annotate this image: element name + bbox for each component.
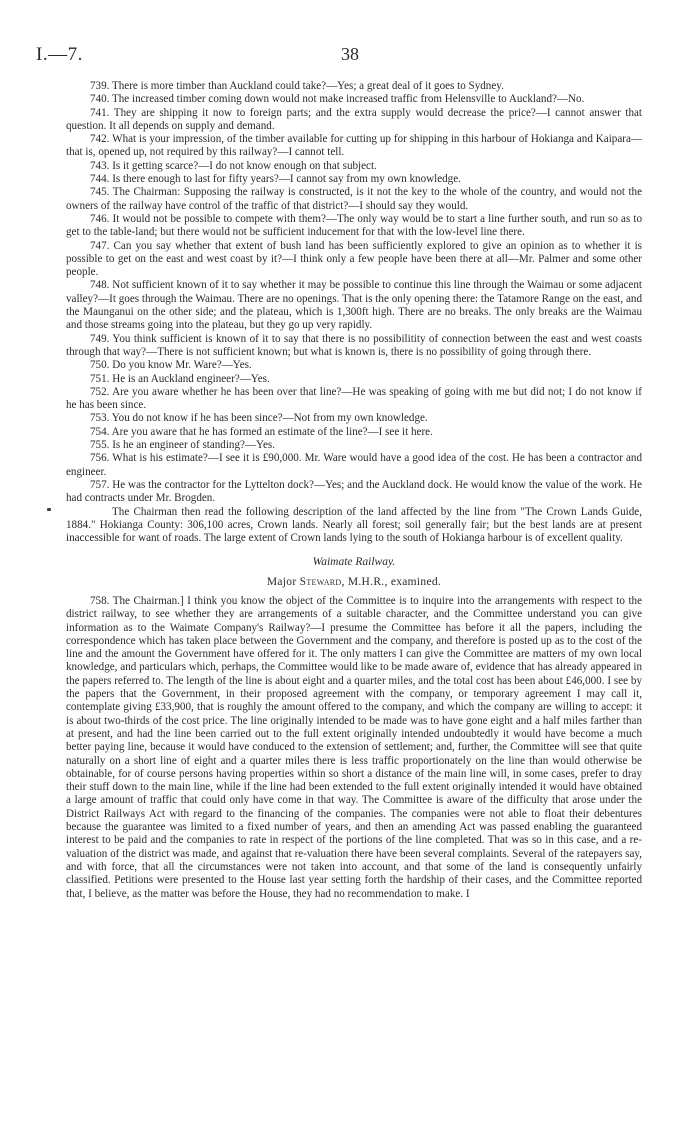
paragraph-744: 744. Is there enough to last for fifty years?—I cannot say from my own knowledge. [90,173,461,186]
page-number: 38 [341,44,359,64]
evidence-after [66,595,642,901]
paragraph-753: 753. You do not know if he has been since?—Not from my own knowledge. [90,412,428,425]
paragraph-743: 743. Is it getting scarce?—I do not know enough on that subject. [90,159,377,172]
paragraph-758: 758. The Chairman.] I think you know the object of the Committee is to inquire into the arrangements with respect to the district railway, to see whether they are arrangements of a suitable character, and the Committee understand you can give information as to the Waimate Company's Railway?—I presume the Committee has before it all the papers, including the correspondence which has taken place between the Government and the company, and therefore is posted up as to the cost of the line and the amount the Government have offered for it. The only matters I can give the Committee are matters of my own local knowledge, and particulars which, perhaps, the Committee would like to be made aware of, evidence that has already appeared in the papers referred to. The length of the line is about eight and a quarter miles, and the total cost has been about £46,000. I see by the papers that the Government, in their proposed agreement with the company, or temporary agreement I may call it, contemplate giving £33,900, that is roughly the amount offered to the company, and which the company are willing to accept: it is about two-thirds of the cost price. The line originally intended to be made was to have gone eight and a half miles farther than at present, and had the line been carried out to the full extent originally intended undoubtedly it would have become a much better paying line, because it would have conduced to the extension of settlement; and, further, the Committee will see that quite naturally on a short line of eight and a quarter miles there is less traffic proportionately on the line than would otherwise be obtainable, for of course persons having properties within so short a distance of the main line will, in some cases, prefer to dray their stuff down to the main line, while if the line had been extended to the full extent originally intended it would have obtained a large amount of traffic that could only have come in that way. The Committee is aware of the difficulty that arose under the District Railways Act with regard to the financing of the companies. The companies were not able to float their debentures because the guarantee was limited to a fixed number of years, and then an amending Act was passed enabling the guaranteed interest to be paid and the companies to rate in respect of the portions of the line completed. That was so in this case, and a re-valuation of the district was made, and against that re-valuation there have been several complaints. Several of the ratepayers say, and with force, that all the circumstances were not taken into account, and that some of the land is consequently unfairly classified. Petitions were presented to the House last year setting forth the hardship of their cases, and the Committee reported that, I believe, as the matter was before the House, they had no recommendation to make. I [66,594,642,900]
chairman-reading: The Chairman then read the following description of the land affected by the line from "The Crown Lands Guide, 1884." Hokianga County: 306,100 acres, Crown lands. Nearly all forest; soil generally fair; but the best lands are at present inaccessible for want of roads. The large extent of Crown lands lying to the south of Hokianga harbour is of excellent quality. [66,505,642,545]
document-reference: I.—7. [36,44,83,65]
paragraph-741: 741. They are shipping it now to foreign parts; and the extra supply would decrease the price?—I cannot answer that question. It all depends on supply and demand. [66,106,642,132]
paragraph-750: 750. Do you know Mr. Ware?—Yes. [90,359,252,372]
paragraph-739: 739. There is more timber than Auckland could take?—Yes; a great deal of it goes to Sydney. [90,80,504,92]
paragraph-745: 745. The Chairman: Supposing the railway is constructed, is it not the key to the whole of the country, and would not the owners of the railway have control of the traffic of that district?—I should say they would. [66,186,642,212]
paragraph-752: 752. Are you aware whether he has been over that line?—He was speaking of going with me but did not; I do not know if he has been since. [66,385,642,412]
page-body [66,80,642,901]
witness-rank: Major [266,575,297,588]
paragraph-751: 751. He is an Auckland engineer?—Yes. [90,372,270,385]
paragraph-747: 747. Can you say whether that extent of bush land has been sufficiently explored to give an opinion as to whether it is possible to get on the east and west coast by it?—I think only a few people have been there at all—Mr. Palmer and some other people. [66,239,642,279]
evidence-before [66,80,642,506]
witness-line [66,576,642,589]
paragraph-756: 756. What is his estimate?—I see it is £90,000. Mr. Ware would have a good idea of the cost. He has been a contractor and engineer. [66,452,642,478]
paragraph-755: 755. Is he an engineer of standing?—Yes. [90,439,275,452]
section-title: Waimate Railway. [312,556,396,569]
paragraph-742: 742. What is your impression, of the timber available for cutting up for shipping in this harbour of Hokianga and Kaipara—that is, opened up, not required by this railway?—I cannot tell. [66,133,642,159]
paragraph-749: 749. You think sufficient is known of it to say that there is no possibilitity of connection between the east and west coasts through that way?—There is not sufficient known; but what is known is, there is no possibility of going through there. [66,332,642,358]
paragraph-754: 754. Are you aware that he has formed an estimate of the line?—I see it here. [90,425,433,438]
paragraph-740: 740. The increased timber coming down would not make increased traffic from Helensville to Auckland?—No. [90,93,585,106]
paragraph-746: 746. It would not be possible to compete with them?—The only way would be to start a line further south, and run so as to get to the table-land; but there would not be sufficient inducement for that with the low-level line there. [66,212,642,239]
witness-suffix: , M.H.R., examined. [341,575,442,588]
witness-name: Steward [299,575,342,588]
paragraph-757: 757. He was the contractor for the Lyttelton dock?—Yes; and the Auckland dock. He would know the value of the work. He had contracts under Mr. Brogden. [66,478,642,505]
margin-mark [47,508,51,511]
page-header [36,44,664,68]
paragraph-748: 748. Not sufficient known of it to say whether it may be possible to continue this line through the Waimau or some adjacent valley?—It goes through the Waimau. There are no openings. That is the only opening there: the Tatamore Range on the east, and the Maunganui on the other side; and the plateau, which is 1,300ft high. There are no breaks. The only breaks are the Waimau and those streams going into the plateau, but they go up very rapidly. [66,279,642,332]
